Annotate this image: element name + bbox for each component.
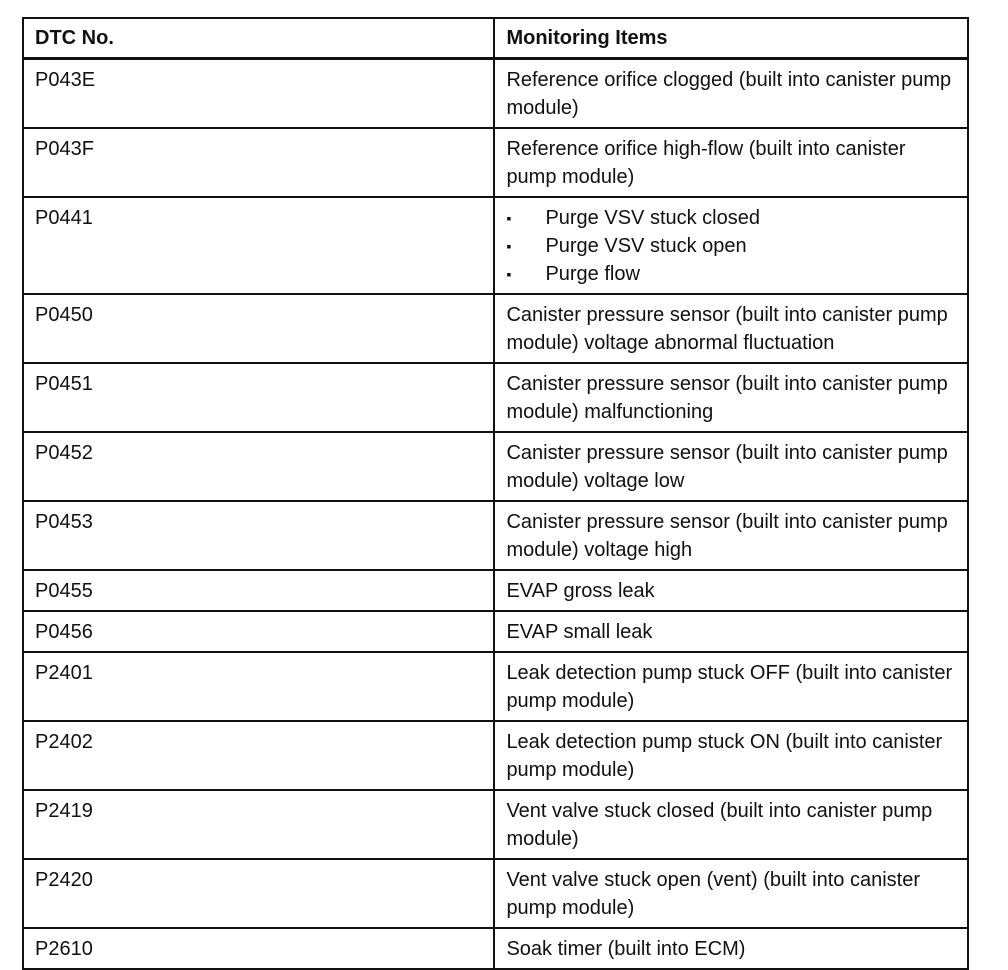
dtc-code: P2419	[23, 790, 494, 859]
table-row	[23, 501, 968, 570]
table-row	[23, 790, 968, 859]
table-row	[23, 570, 968, 611]
monitoring-item: Leak detection pump stuck ON (built into canister pump module)	[494, 721, 968, 790]
dtc-code: P0450	[23, 294, 494, 363]
monitoring-item-bullet-list	[506, 204, 956, 288]
monitoring-item: Canister pressure sensor (built into canister pump module) voltage high	[494, 501, 968, 570]
dtc-code: P043F	[23, 128, 494, 197]
table-row	[23, 859, 968, 928]
monitoring-item: Vent valve stuck open (vent) (built into canister pump module)	[494, 859, 968, 928]
table-row	[23, 432, 968, 501]
monitoring-item: Leak detection pump stuck OFF (built into canister pump module)	[494, 652, 968, 721]
monitoring-item	[494, 197, 968, 294]
table-header-row	[23, 18, 968, 59]
dtc-code: P0453	[23, 501, 494, 570]
bullet-item: ▪ Purge flow	[506, 260, 956, 288]
table-row	[23, 363, 968, 432]
monitoring-item: Canister pressure sensor (built into canister pump module) voltage abnormal fluctuation	[494, 294, 968, 363]
monitoring-item: EVAP gross leak	[494, 570, 968, 611]
monitoring-item: Reference orifice high-flow (built into canister pump module)	[494, 128, 968, 197]
monitoring-item: Reference orifice clogged (built into canister pump module)	[494, 59, 968, 129]
bullet-item: ▪ Purge VSV stuck open	[506, 232, 956, 260]
table-row	[23, 294, 968, 363]
dtc-code: P0452	[23, 432, 494, 501]
dtc-code: P2402	[23, 721, 494, 790]
dtc-code: P0441	[23, 197, 494, 294]
dtc-code: P2610	[23, 928, 494, 969]
table-row	[23, 197, 968, 294]
dtc-code: P0456	[23, 611, 494, 652]
monitoring-item: EVAP small leak	[494, 611, 968, 652]
bullet-item: ▪ Purge VSV stuck closed	[506, 204, 956, 232]
monitoring-item: Canister pressure sensor (built into canister pump module) malfunctioning	[494, 363, 968, 432]
table-row	[23, 611, 968, 652]
dtc-code: P0455	[23, 570, 494, 611]
dtc-code: P043E	[23, 59, 494, 129]
table-row	[23, 59, 968, 129]
table-row	[23, 721, 968, 790]
header-monitoring-items: Monitoring Items	[494, 18, 968, 59]
table-row	[23, 128, 968, 197]
table-row	[23, 652, 968, 721]
monitoring-item: Soak timer (built into ECM)	[494, 928, 968, 969]
dtc-code: P0451	[23, 363, 494, 432]
dtc-code: P2401	[23, 652, 494, 721]
header-dtc-no: DTC No.	[23, 18, 494, 59]
dtc-monitoring-table	[22, 17, 969, 970]
table-row	[23, 928, 968, 969]
dtc-code: P2420	[23, 859, 494, 928]
monitoring-item: Canister pressure sensor (built into canister pump module) voltage low	[494, 432, 968, 501]
monitoring-item: Vent valve stuck closed (built into canister pump module)	[494, 790, 968, 859]
